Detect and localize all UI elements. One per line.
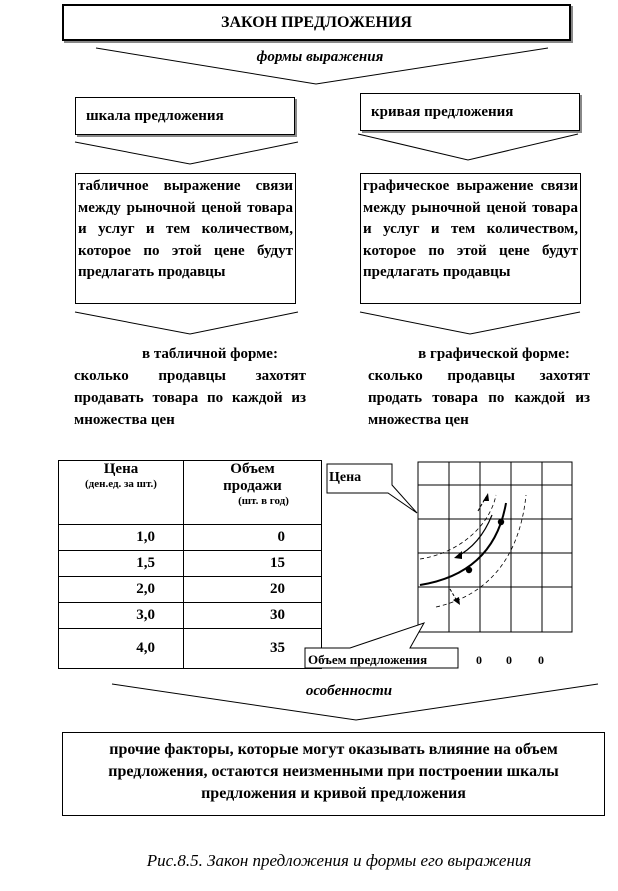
table-row	[59, 525, 322, 551]
price-cell: 3,0	[59, 603, 184, 629]
right-description-box	[360, 173, 581, 304]
shift-arrow-up-head	[483, 493, 489, 501]
title: ЗАКОН ПРЕДЛОЖЕНИЯ	[221, 13, 412, 31]
supply-curve-left-dashed	[420, 495, 496, 559]
supply-curve	[420, 503, 506, 585]
shift-arrow-main-head	[454, 551, 462, 559]
table-row	[59, 577, 322, 603]
right-chevron-1	[358, 134, 578, 160]
features-box	[62, 732, 605, 816]
curve-point-upper	[498, 519, 504, 525]
volume-header-2: продажи	[223, 478, 282, 494]
volume-cell: 0	[184, 525, 322, 551]
table-row	[59, 629, 322, 669]
curve-point-lower	[466, 567, 472, 573]
left-chevron-1	[75, 142, 298, 164]
graph-grid	[418, 462, 572, 632]
left-note-text: сколько продавцы захотят продавать товара по каждой из множества цен	[74, 368, 306, 428]
volume-cell: 20	[184, 577, 322, 603]
volume-cell: 30	[184, 603, 322, 629]
right-note	[368, 343, 590, 431]
price-header-cell	[59, 461, 184, 525]
price-callout: Цена	[329, 470, 362, 485]
axis-tick: 0	[538, 653, 544, 667]
shift-arrow-down-head	[453, 597, 460, 605]
right-header: кривая предложения	[371, 103, 514, 120]
table-row	[59, 551, 322, 577]
price-unit: (ден.ед. за шт.)	[85, 478, 157, 490]
left-chevron-2	[75, 312, 298, 334]
price-cell: 1,0	[59, 525, 184, 551]
axis-tick: 0	[476, 653, 482, 667]
right-note-title: в графической форме:	[418, 346, 570, 362]
features-text: прочие факторы, которые могут оказывать влияние на объем предложения, остаются неизменными при построении шкалы предложения и кривой предложения	[108, 741, 559, 802]
price-cell: 4,0	[59, 629, 184, 669]
left-header-box	[75, 97, 295, 135]
volume-unit: (шт. в год)	[238, 495, 289, 507]
table-header-row	[59, 461, 322, 525]
supply-table	[58, 460, 322, 669]
volume-header-1: Объем	[230, 461, 275, 477]
price-header: Цена	[103, 461, 139, 477]
forms-label: формы выражения	[256, 49, 384, 65]
price-cell: 1,5	[59, 551, 184, 577]
supply-curve-graph	[300, 455, 600, 675]
right-note-text: сколько продавцы захотят продать товара по каждой из множества цен	[368, 368, 590, 428]
left-description: табличное выражение связи между рыночной ценой товара и услуг и тем количеством, которое по этой цене будут предлагать продавцы	[78, 178, 293, 280]
left-note-title: в табличной форме:	[142, 346, 278, 362]
volume-cell: 15	[184, 551, 322, 577]
price-cell: 2,0	[59, 577, 184, 603]
right-chevron-2	[360, 312, 580, 334]
figure-caption: Рис.8.5. Закон предложения и формы его выражения	[146, 851, 532, 870]
volume-cell: 35	[184, 629, 322, 669]
axis-tick: 0	[506, 653, 512, 667]
table-row	[59, 603, 322, 629]
right-description: графическое выражение связи между рыночной ценой товара и услуг и тем количеством, которое по этой цене будут предлагать продавцы	[363, 178, 578, 280]
left-description-box	[75, 173, 296, 304]
volume-callout: Объем предложения	[308, 652, 428, 667]
right-header-box	[360, 93, 580, 131]
left-header: шкала предложения	[86, 107, 224, 124]
features-label: особенности	[305, 683, 393, 699]
left-note	[74, 343, 306, 431]
